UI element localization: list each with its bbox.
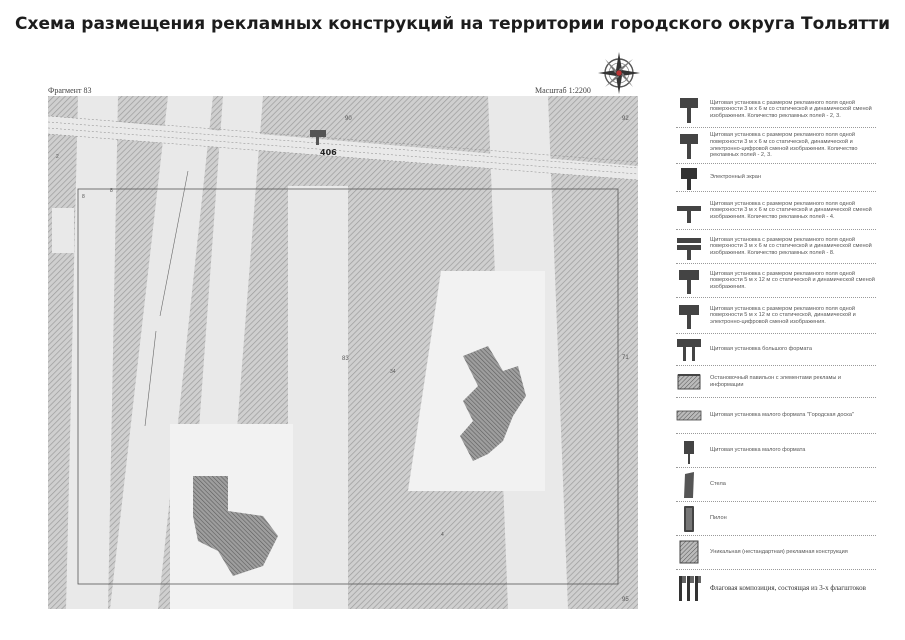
compass-rose-icon: [597, 51, 641, 95]
billboard-pole-icon: [676, 95, 702, 125]
legend-item: [676, 434, 876, 468]
billboard-pole-icon: [676, 266, 702, 296]
legend-text: Остановочный павильон с элементами рекламы и информации: [710, 374, 842, 388]
map-small-label: 34: [390, 369, 396, 375]
billboard-wide-icon: [676, 196, 702, 226]
billboard-pole-icon: [676, 131, 702, 161]
legend-item: [676, 298, 876, 334]
legend-item: [676, 128, 876, 164]
legend-item: [676, 468, 876, 502]
small-board-icon: [676, 436, 702, 466]
electronic-screen-icon: [676, 163, 702, 193]
map-small-label: 4: [441, 532, 444, 538]
pylon-icon: [676, 504, 702, 534]
legend-item: [676, 334, 876, 366]
city-board-icon: [676, 401, 702, 431]
legend-text: Щитовая установка с размером рекламного поля одной поверхности 3 м х 6 м со статической, динамической и электронно-цифровой сменой изображения. Количество рекламных полей - 2, 3.: [710, 132, 858, 159]
legend-text: Флаговая композиция, состоящая из 3-х флагштоков: [710, 584, 866, 592]
legend-item: [676, 164, 876, 192]
billboard-double-icon: [676, 232, 702, 262]
grid-label-center: 83: [342, 356, 349, 362]
legend-text: Щитовая установка малого формата: [710, 447, 806, 454]
map-small-label: 8: [82, 194, 85, 200]
billboard-large-icon: [676, 335, 702, 365]
grid-label-top-right: 92: [622, 116, 629, 122]
legend-text: Щитовая установка с размером рекламного поля одной поверхности 5 м х 12 м со статической, динамической и электронно-цифровой сменой изображения.: [710, 305, 856, 325]
legend-item: [676, 570, 876, 606]
pavilion-icon: [676, 367, 702, 397]
legend-text: Щитовая установка с размером рекламного поля одной поверхности 3 м х 6 м со статической и динамической сменой изображения. Количество рекламных полей - 4.: [710, 200, 872, 220]
legend-item: [676, 502, 876, 536]
legend-text: Щитовая установка большого формата: [710, 346, 812, 353]
unique-structure-icon: [676, 538, 702, 568]
legend-item: [676, 192, 876, 230]
legend-text: Щитовая установка малого формата "Городская доска": [710, 412, 854, 419]
legend-text: Щитовая установка с размером рекламного поля одной поверхности 3 м х 6 м со статической и динамической сменой изображения. Количество рекламных полей - 2, 3.: [710, 99, 872, 119]
legend-item: [676, 230, 876, 264]
grid-label-bottom-right: 95: [622, 597, 629, 603]
legend-text: Электронный экран: [710, 174, 761, 181]
marker-406-label: 406: [320, 148, 337, 157]
legend-item: [676, 398, 876, 434]
legend-item: [676, 536, 876, 570]
legend-item: [676, 92, 876, 128]
stela-icon: [676, 470, 702, 500]
legend-item: [676, 264, 876, 298]
legend-text: Пилон: [710, 515, 727, 522]
legend-text: Щитовая установка с размером рекламного поля одной поверхности 5 м х 12 м со статической и динамической сменой изображения.: [710, 270, 875, 290]
fragment-label: Фрагмент 83: [48, 86, 92, 95]
map-small-label: 8: [110, 188, 113, 194]
legend-text: Стела: [710, 481, 726, 488]
legend-text: Щитовая установка с размером рекламного поля одной поверхности 3 м х 6 м со статической и динамической сменой изображения. Количество рекламных полей - 8.: [710, 236, 872, 256]
grid-label-top: 90: [345, 116, 352, 122]
grid-label-right: 71: [622, 355, 629, 361]
legend-item: [676, 366, 876, 398]
legend-text: Уникальная (нестандартная) рекламная конструкция: [710, 549, 848, 556]
scale-label: Масштаб 1:2200: [535, 86, 591, 95]
map-small-label: 2: [56, 154, 59, 160]
flag-composition-icon: [676, 573, 702, 603]
map-fragment: [48, 96, 638, 609]
page-title: Схема размещения рекламных конструкций на территории городского округа Тольятти: [15, 14, 890, 34]
billboard-pole-icon: [676, 301, 702, 331]
